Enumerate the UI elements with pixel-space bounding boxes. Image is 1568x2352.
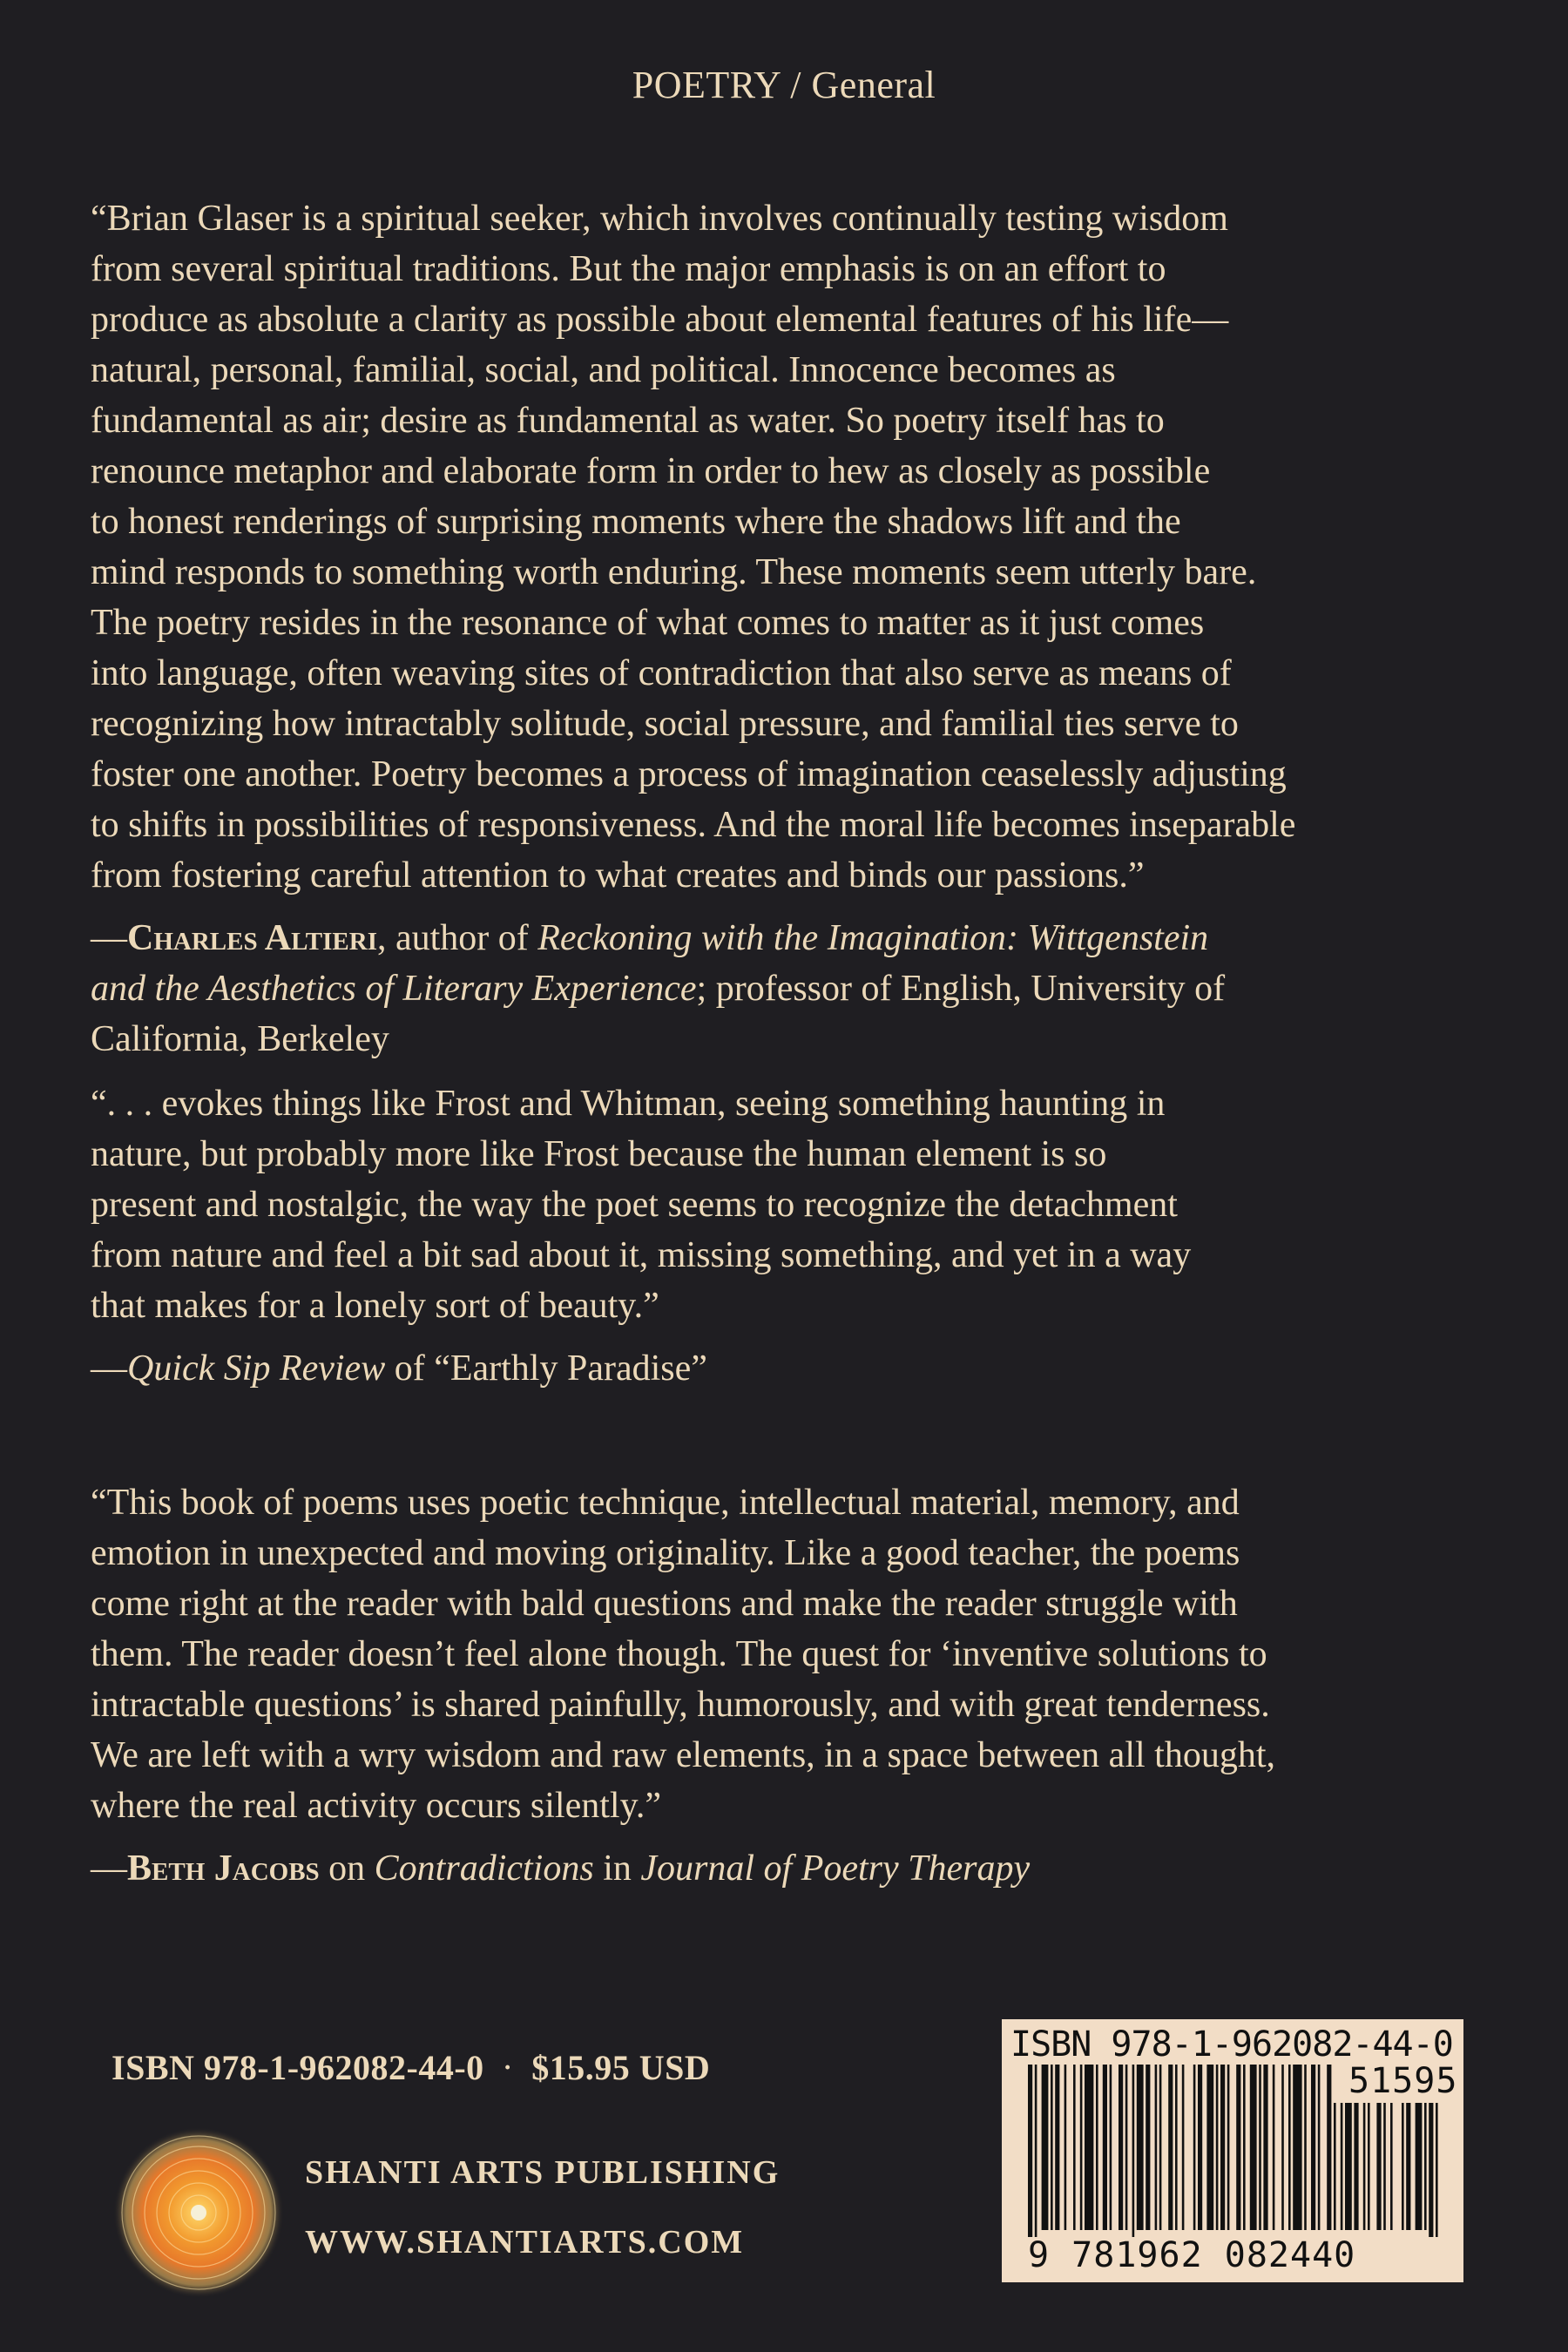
barcode-bar: [1390, 2103, 1393, 2230]
barcode-bar: [1304, 2065, 1307, 2230]
barcode-bar: [1096, 2065, 1098, 2230]
quote-line: The poetry resides in the resonance of what comes to matter as it just comes: [91, 603, 1205, 643]
barcode-bar: [1383, 2103, 1386, 2230]
isbn-price-line: [112, 2047, 710, 2088]
barcode-bar: [1206, 2065, 1213, 2230]
barcode-bar: [1281, 2065, 1284, 2230]
barcode-bar: [1250, 2065, 1257, 2230]
attr-text: of “Earthly Paradise”: [385, 1348, 707, 1389]
barcode-bar: [1042, 2065, 1049, 2230]
barcode-bar: [1236, 2065, 1240, 2230]
barcode-bar: [1334, 2103, 1336, 2230]
quote-line: emotion in unexpected and moving originality. Like a good teacher, the poems: [91, 1533, 1240, 1573]
quote-line: that makes for a lonely sort of beauty.”: [91, 1286, 659, 1326]
price-text: $15.95 USD: [531, 2048, 711, 2087]
barcode-bar: [1159, 2065, 1162, 2230]
barcode-bar: [1146, 2065, 1150, 2230]
sun-swirl-icon: [112, 2126, 286, 2300]
quote-line: come right at the reader with bald questions and make the reader struggle with: [91, 1584, 1238, 1624]
attr-work: and the Aesthetics of Literary Experience: [91, 969, 697, 1009]
blurb-jacobs: [91, 1477, 1484, 1894]
barcode-bar: [1168, 2065, 1173, 2230]
barcode-bar: [1125, 2065, 1128, 2230]
attr-text: ; professor of English, University of: [696, 969, 1226, 1009]
barcode-bar: [1354, 2103, 1358, 2230]
attr-text: , author of: [376, 918, 538, 958]
quote-line: natural, personal, familial, social, and political. Innocence becomes as: [91, 350, 1116, 390]
attr-text: on: [319, 1848, 375, 1889]
quote-line: “. . . evokes things like Frost and Whitman, seeing something haunting in: [91, 1084, 1166, 1124]
barcode-price-code: 51595: [1348, 2061, 1458, 2101]
barcode-bar: [1345, 2103, 1352, 2230]
barcode-bar: [1182, 2065, 1185, 2230]
attr-dash: —: [91, 918, 127, 958]
quote-line: “This book of poems uses poetic technique, intellectual material, memory, and: [91, 1483, 1240, 1523]
barcode-bar: [1416, 2103, 1423, 2230]
barcode-bar: [1028, 2065, 1032, 2237]
barcode-bar: [1119, 2065, 1123, 2230]
barcode-bar: [1110, 2065, 1112, 2230]
barcode-bar: [1363, 2103, 1366, 2230]
barcode-bar: [1259, 2065, 1261, 2230]
barcode-bar: [1288, 2065, 1291, 2230]
isbn-text: ISBN 978-1-962082-44-0: [112, 2048, 484, 2087]
quote-line: recognizing how intractably solitude, social pressure, and familial ties serve to: [91, 704, 1239, 744]
attr-work: Reckoning with the Imagination: Wittgenstein: [537, 918, 1209, 958]
blurb-attribution: [91, 1843, 1484, 1894]
quote-line: to honest renderings of surprising moments where the shadows lift and the: [91, 502, 1181, 542]
attr-text: in: [593, 1848, 641, 1889]
quote-line: from fostering careful attention to what creates and binds our passions.”: [91, 855, 1145, 896]
barcode-bar: [1137, 2065, 1144, 2230]
attr-name: Charles Altieri: [127, 918, 377, 958]
barcode-bar: [1064, 2065, 1067, 2230]
barcode-isbn-label: ISBN 978-1-962082-44-0: [1010, 2024, 1453, 2065]
barcode-bar: [1436, 2103, 1438, 2237]
barcode-bar: [1273, 2065, 1275, 2230]
barcode-bar: [1175, 2065, 1178, 2230]
separator: ·: [503, 2053, 513, 2082]
barcode-bar: [1341, 2103, 1343, 2230]
publisher-name: SHANTI ARTS PUBLISHING: [305, 2154, 781, 2191]
barcode-bar: [1293, 2065, 1301, 2230]
barcode-box: [1002, 2019, 1463, 2282]
blurb-attribution: [91, 913, 1484, 1064]
quote-line: renounce metaphor and elaborate form in order to hew as closely as possible: [91, 451, 1211, 491]
barcode-bar: [1155, 2065, 1158, 2230]
quote-line: We are left with a wry wisdom and raw elements, in a space between all thought,: [91, 1735, 1275, 1775]
barcode-bar: [1051, 2065, 1053, 2230]
publisher-website: WWW.SHANTIARTS.COM: [305, 2224, 745, 2261]
blurb-quote: [91, 193, 1484, 901]
barcode-bar: [1424, 2103, 1427, 2230]
barcode-bar: [1055, 2065, 1059, 2230]
barcode-digits: 9 781962 082440: [1028, 2235, 1356, 2275]
barcode-bar: [1376, 2103, 1381, 2230]
barcode-bar: [1132, 2065, 1135, 2237]
barcode-bar: [1402, 2103, 1404, 2230]
quote-line: foster one another. Poetry becomes a process of imagination ceaselessly adjusting: [91, 754, 1287, 794]
blurb-quote: [91, 1477, 1484, 1831]
barcode-bar: [1263, 2065, 1267, 2230]
barcode-bar: [1080, 2065, 1083, 2230]
quote-line: from nature and feel a bit sad about it, missing something, and yet in a way: [91, 1235, 1192, 1275]
quote-line: present and nostalgic, the way the poet seems to recognize the detachment: [91, 1185, 1178, 1225]
blurb-attribution: [91, 1343, 1484, 1394]
attr-text: California, Berkeley: [91, 1019, 389, 1059]
barcode-bar: [1327, 2065, 1331, 2230]
quote-line: “Brian Glaser is a spiritual seeker, which involves continually testing wisdom: [91, 199, 1228, 239]
quote-line: produce as absolute a clarity as possible about elemental features of his life—: [91, 300, 1229, 340]
barcode-bar: [1198, 2065, 1202, 2230]
quote-line: into language, often weaving sites of contradiction that also serve as means of: [91, 653, 1232, 693]
blurb-quick-sip: [91, 1078, 1484, 1394]
barcode-bar: [1368, 2103, 1370, 2230]
blurb-altieri: [91, 193, 1484, 1064]
attr-dash: —: [91, 1348, 127, 1389]
barcode-bar: [1220, 2065, 1225, 2230]
quote-line: them. The reader doesn’t feel alone though. The quest for ‘inventive solutions to: [91, 1634, 1267, 1674]
barcode-bar: [1085, 2065, 1093, 2230]
publisher-block: [305, 2138, 780, 2277]
attr-name: Beth Jacobs: [127, 1848, 320, 1889]
barcode-bar: [1193, 2065, 1196, 2230]
category-label: POETRY / General: [632, 64, 936, 106]
barcode-bar: [1216, 2065, 1219, 2230]
quote-line: mind responds to something worth enduring. These moments seem utterly bare.: [91, 552, 1257, 592]
blurb-quote: [91, 1078, 1484, 1331]
barcode-bar: [1073, 2065, 1076, 2230]
barcode-bar: [1243, 2065, 1246, 2230]
barcode-bar: [1227, 2065, 1230, 2230]
barcode-bar: [1429, 2103, 1433, 2237]
barcode-bar: [1406, 2103, 1410, 2230]
quote-line: nature, but probably more like Frost because the human element is so: [91, 1134, 1107, 1174]
attr-work: Contradictions: [374, 1848, 594, 1889]
barcode-bar: [1035, 2065, 1037, 2237]
quote-line: from several spiritual traditions. But the major emphasis is on an effort to: [91, 249, 1166, 289]
quote-line: fundamental as air; desire as fundamental as water. So poetry itself has to: [91, 401, 1165, 441]
attr-work: Journal of Poetry Therapy: [640, 1848, 1031, 1889]
quote-line: intractable questions’ is shared painfully, humorously, and with great tenderness.: [91, 1685, 1270, 1725]
barcode-bar: [1103, 2065, 1107, 2230]
quote-line: to shifts in possibilities of responsiveness. And the moral life becomes inseparable: [91, 805, 1296, 845]
barcode-bar: [1311, 2065, 1315, 2230]
attr-dash: —: [91, 1848, 127, 1889]
quote-line: where the real activity occurs silently.”: [91, 1786, 661, 1826]
attr-work: Quick Sip Review: [127, 1348, 386, 1389]
barcode-bar: [1318, 2065, 1321, 2230]
